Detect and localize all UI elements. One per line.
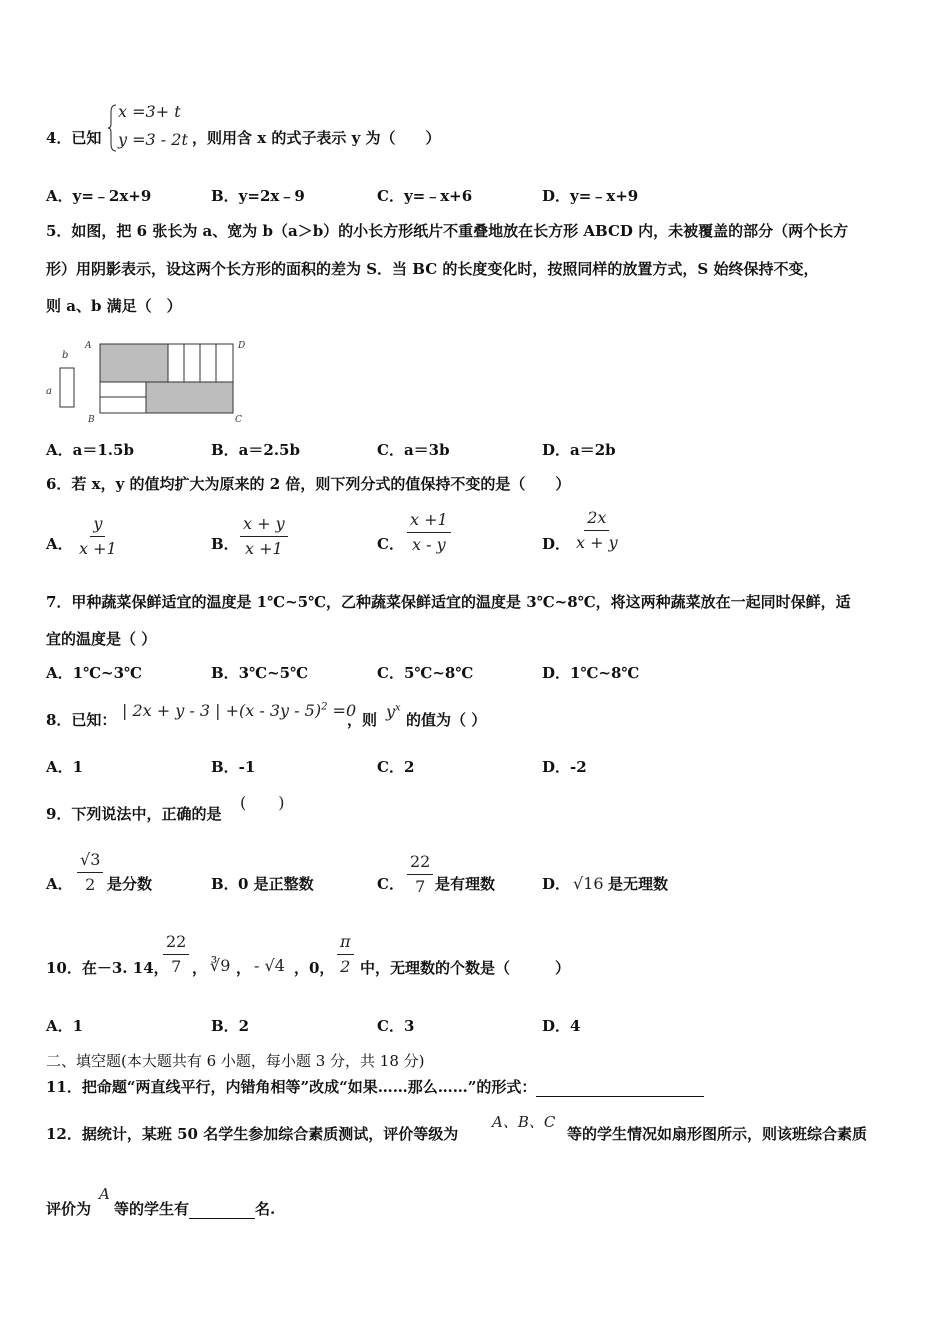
q7-stem-line2: 宜的温度是（ ） — [46, 630, 157, 648]
q9-option-b-letter: B． — [211, 875, 239, 893]
q10-option-d: D．4 — [542, 1017, 581, 1035]
figure-label-b: b — [62, 350, 69, 361]
q8-equation-body: | 2x + y - 3 | +(x - 3y - 5) — [122, 701, 322, 720]
q6-option-b-letter: B． — [211, 535, 239, 553]
q8-stem-middle: ，则 — [347, 711, 378, 729]
q9-stem: 9．下列说法中，正确的是 — [46, 805, 222, 823]
q8-stem-suffix: 的值为（ ） — [406, 711, 487, 729]
q4-system-eq1: x =3+ t — [118, 102, 181, 121]
q7-option-d: D．1℃~8℃ — [542, 664, 640, 682]
fraction-denominator: x +1 — [79, 539, 117, 558]
q10-separator-1: ， — [192, 959, 208, 977]
q10-cube-root: ∛9 — [210, 956, 231, 975]
figure-label-C: C — [235, 415, 242, 425]
q8-option-a: A．1 — [46, 758, 84, 776]
fraction-numerator: y — [90, 514, 105, 537]
q6-option-c-letter: C． — [377, 535, 404, 553]
q10-option-c: C．3 — [377, 1017, 415, 1035]
q8-power-base: y — [386, 702, 396, 721]
q10-stem-suffix: 中，无理数的个数是（ ） — [360, 959, 571, 977]
q9-option-d-text: 是无理数 — [608, 875, 669, 893]
q5-rectangle-figure — [44, 336, 254, 426]
q12-stem-line2-text: 等的学生有 — [114, 1200, 190, 1218]
q8-equation-tail: =0 — [327, 701, 357, 720]
q8-option-b: B．-1 — [211, 758, 256, 776]
fraction-denominator: 2 — [340, 957, 351, 976]
q8-equation-exponent: 2 — [321, 701, 328, 713]
q8-equation — [122, 701, 356, 720]
q4-option-b: B．y=2x﹣9 — [211, 187, 305, 205]
q4-system-eq2: y =3 - 2t — [118, 130, 188, 149]
fraction-denominator: x +1 — [244, 539, 283, 558]
q11-answer-blank[interactable] — [536, 1078, 704, 1097]
q4-option-c: C．y=﹣x+6 — [377, 187, 473, 205]
q11-stem-text: 11．把命题“两直线平行，内错角相等”改成“如果……那么……”的形式： — [46, 1078, 537, 1096]
fraction-denominator: x - y — [412, 535, 446, 554]
q5-option-a: A．a＝1.5b — [46, 441, 134, 459]
q12-grades: A、B、C — [492, 1113, 556, 1131]
q5-stem-line2: 形）用阴影表示，设这两个长方形的面积的差为 S．当 BC 的长度变化时，按照同样的放置方式，S 始终保持不变， — [46, 260, 819, 278]
q4-stem-suffix: ，则用含 x 的式子表示 y 为（ ） — [192, 129, 441, 147]
horizontal-strip-2 — [100, 397, 146, 413]
q10-fraction-22-7 — [163, 932, 189, 977]
q5-option-b: B．a＝2.5b — [211, 441, 300, 459]
q7-option-a: A．1℃~3℃ — [46, 664, 143, 682]
q12-stem-line2 — [114, 1199, 275, 1219]
brace-icon — [108, 104, 118, 152]
q9-option-c-text: 是有理数 — [435, 875, 496, 893]
q9-option-b-text: 0 是正整数 — [238, 875, 314, 893]
fraction-denominator: 7 — [415, 877, 426, 896]
q12-stem-line1-prefix: 12．据统计，某班 50 名学生参加综合素质测试，评价等级为 — [46, 1125, 459, 1143]
fraction-denominator: x + y — [576, 533, 618, 552]
q8-option-d: D．-2 — [542, 758, 587, 776]
q10-separator-3: ，0， — [294, 959, 335, 977]
q8-power — [386, 702, 401, 721]
q9-option-d-math: √16 — [573, 874, 604, 893]
q9-option-a-fraction — [77, 850, 103, 895]
q8-option-c: C．2 — [377, 758, 415, 776]
q5-stem-line3: 则 a、b 满足（ ） — [46, 297, 182, 315]
fraction-numerator: 2x — [584, 508, 609, 531]
q6-option-a-fraction — [76, 514, 120, 559]
figure-label-A: A — [85, 341, 92, 351]
q10-option-a: A．1 — [46, 1017, 84, 1035]
q12-stem-line1-suffix: 等的学生情况如扇形图所示，则该班综合素质 — [567, 1125, 868, 1143]
shaded-region-bottom — [146, 382, 233, 413]
q12-grade-a: A — [99, 1185, 110, 1203]
horizontal-strip-1 — [100, 382, 146, 397]
q12-stem-line2-end: 名. — [255, 1200, 276, 1218]
q10-separator-2: ， — [236, 959, 252, 977]
vertical-strip-1 — [168, 344, 184, 382]
vertical-strip-2 — [184, 344, 200, 382]
q6-option-d-letter: D． — [542, 535, 571, 553]
q10-option-b: B．2 — [211, 1017, 250, 1035]
q10-stem-prefix: 10．在－3. 14， — [46, 959, 169, 977]
q10-fraction-pi-2 — [337, 932, 354, 977]
q8-power-exponent: x — [395, 702, 401, 714]
q12-answer-blank[interactable] — [189, 1200, 255, 1219]
vertical-strip-4 — [216, 344, 233, 382]
fraction-numerator: x + y — [240, 514, 288, 537]
shaded-region-top — [100, 344, 168, 382]
q9-option-a-text: 是分数 — [107, 875, 153, 893]
fraction-numerator: 22 — [163, 932, 189, 955]
q8-stem-prefix: 8．已知： — [46, 711, 117, 729]
q4-system-brace — [108, 104, 118, 152]
q9-answer-paren: ( ) — [240, 793, 285, 812]
q6-option-a-letter: A． — [46, 535, 73, 553]
fraction-numerator: 22 — [407, 852, 433, 875]
q6-stem: 6．若 x，y 的值均扩大为原来的 2 倍，则下列分式的值保持不变的是（ ） — [46, 475, 571, 493]
q6-option-c-fraction — [407, 510, 451, 555]
q4-stem-prefix: 4．已知 — [46, 129, 102, 147]
q4-option-d: D．y=﹣x+9 — [542, 187, 639, 205]
q5-option-d: D．a＝2b — [542, 441, 616, 459]
section-2-heading: 二、填空题(本大题共有 6 小题，每小题 3 分，共 18 分) — [46, 1052, 425, 1070]
q7-stem-line1: 7．甲种蔬菜保鲜适宜的温度是 1℃~5℃，乙种蔬菜保鲜适宜的温度是 3℃~8℃，将这两种蔬菜放在一起同时保鲜，适 — [46, 593, 851, 611]
q10-negative-root: - √4 — [254, 956, 285, 975]
fraction-numerator: √3 — [77, 850, 103, 873]
q5-stem-line1: 5．如图，把 6 张长为 a、宽为 b（a＞b）的小长方形纸片不重叠地放在长方形 ABCD 内，未被覆盖的部分（两个长方 — [46, 222, 849, 240]
figure-label-a: a — [46, 386, 52, 397]
q7-option-b: B．3℃~5℃ — [211, 664, 309, 682]
q11-stem — [46, 1077, 704, 1097]
q9-option-c-fraction — [407, 852, 433, 897]
figure-label-D: D — [238, 341, 246, 351]
q12-stem-line2-prefix: 评价为 — [46, 1200, 92, 1218]
q9-option-d-letter: D． — [542, 875, 571, 893]
q5-option-c: C．a＝3b — [377, 441, 450, 459]
fraction-denominator: 2 — [85, 875, 96, 894]
q7-option-c: C．5℃~8℃ — [377, 664, 474, 682]
fraction-numerator: π — [337, 932, 354, 955]
figure-label-B: B — [88, 415, 95, 425]
q6-option-b-fraction — [240, 514, 288, 559]
q6-option-d-fraction — [573, 508, 621, 553]
vertical-strip-3 — [200, 344, 216, 382]
small-rectangle — [60, 368, 74, 407]
fraction-numerator: x +1 — [407, 510, 451, 533]
q9-option-a-letter: A． — [46, 875, 73, 893]
q9-option-c-letter: C． — [377, 875, 404, 893]
q4-option-a: A．y=﹣2x+9 — [46, 187, 152, 205]
fraction-denominator: 7 — [171, 957, 182, 976]
